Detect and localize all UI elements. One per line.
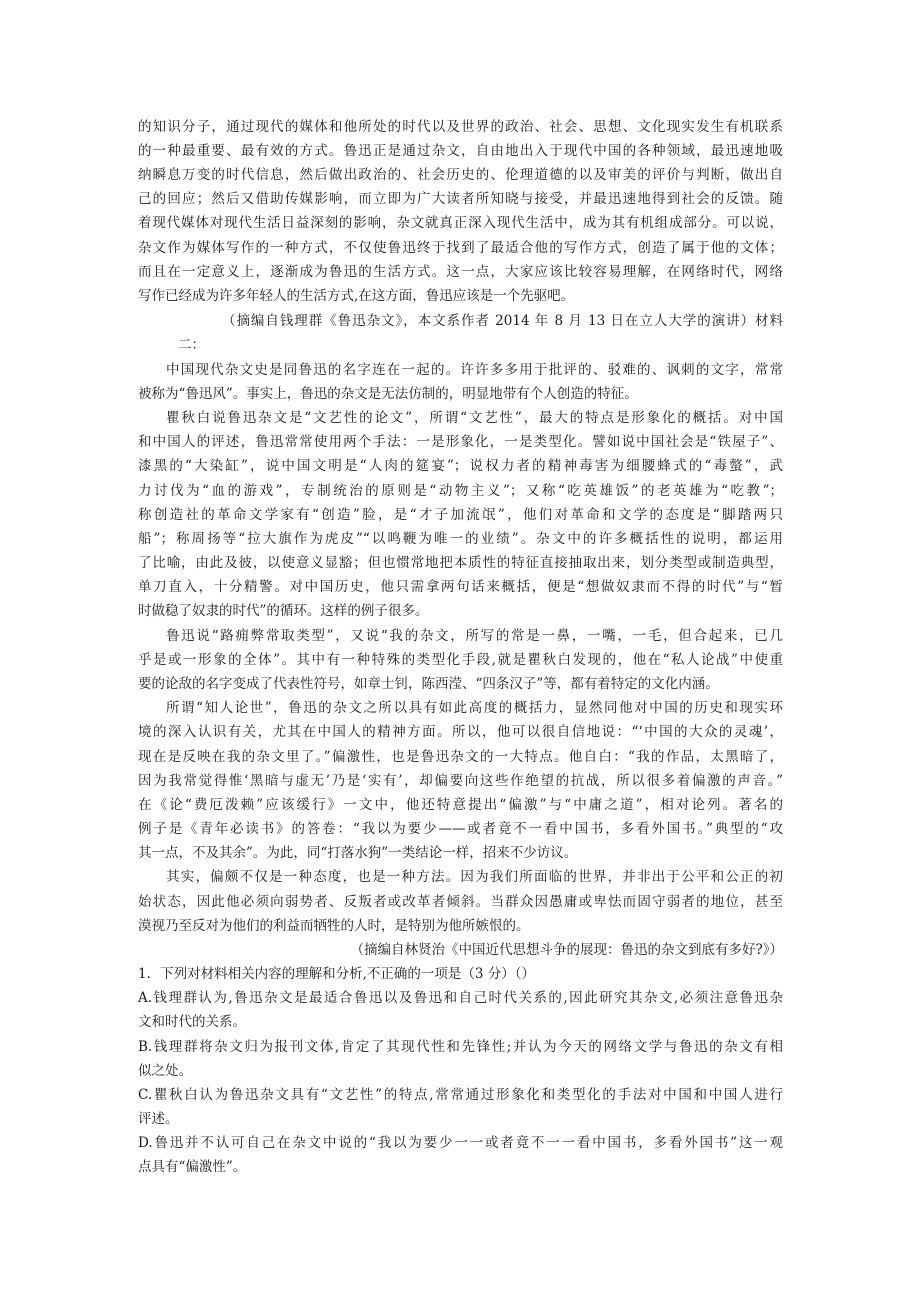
passage-line: 被称为“鲁迅风”。事实上，鲁迅的杂文是无法仿制的，明显地带有个人创造的特征。 <box>138 386 638 402</box>
passage-line: 的知识分子，通过现代的媒体和他所处的时代以及世界的政治、社会、思想、文化现实发生有机联系 <box>138 119 783 135</box>
passage-line: 乎是或一形象的全体”。其中有一种特殊的类型化手段,就是瞿秋白发现的，他在“私人论战”中使重 <box>138 652 783 668</box>
option-a: A.钱理群认为,鲁迅杂文是最适合鲁迅以及鲁迅和自己时代关系的,因此研究其杂文,必须注意鲁迅杂 <box>138 990 783 1006</box>
passage-line: 船”；称周扬等“拉大旗作为虎皮”“以鸣鞭为唯一的业绩”。杂文中的许多概括性的说明，都运用 <box>138 531 783 547</box>
passage-line: 写作已经成为许多年轻人的生活方式,在这方面，鲁迅应该是一个先驱吧。 <box>138 288 575 304</box>
passage-line: 称创造社的革命文学家有“创造”脸，是“才子加流氓”，他们对革命和文学的态度是“脚踏两只 <box>138 507 783 523</box>
option-a-continued: 文和时代的关系。 <box>138 1014 246 1030</box>
option-d: D.鲁迅并不认可自己在杂文中说的“我以为要少一一或者竟不一一看中国书，多看外国书”这一观 <box>138 1135 783 1151</box>
passage-line: 己的回应；然后又借助传媒影响，而立即为广大读者所知晓与接受，并最迅速地得到社会的反馈。随 <box>138 191 783 207</box>
option-c: C.瞿秋白认为鲁迅杂文具有“文艺性”的特点,常常通过形象化和类型化的手法对中国和中国人进行 <box>138 1087 783 1103</box>
option-d-continued: 点具有“偏激性”。 <box>138 1159 247 1175</box>
passage-line: 单刀直入，十分精警。对中国历史，他只需拿两句话来概括，便是“想做奴隶而不得的时代”与“暂 <box>138 579 783 595</box>
passage-line: 着现代媒体对现代生活日益深刻的影响，杂文就真正深入现代生活中，成为其有机组成部分。可以说， <box>138 215 783 231</box>
passage-line: 其一点，不及其余”。为此，同“打落水狗”一类结论一样，招来不少访议。 <box>138 845 578 861</box>
question-stem: 1．下列对材料相关内容的理解和分析,不正确的一项是（3 分）（） <box>138 966 536 982</box>
option-b-continued: 似之处。 <box>138 1063 192 1079</box>
passage-line: 因为我常觉得惟‘黑暗与虚无’乃是‘实有’，却偏要向这些作绝望的抗战，所以很多着偏激的声音。” <box>138 773 783 789</box>
passage-line: 的一种最重要、最有效的方式。鲁迅正是通过杂文，自由地出入于现代中国的各种领域，最迅速地吸 <box>138 143 783 159</box>
passage-line: 瞿秋白说鲁迅杂文是“文艺性的论文”，所谓“文艺性”，最大的特点是形象化的概括。对中国 <box>166 410 783 426</box>
option-c-continued: 评述。 <box>138 1111 179 1127</box>
passage-line: 境的深入认识有关，尤其在中国人的精神方面。所以，他可以很自信地说：“‘中国的大众的灵魂’， <box>138 724 783 740</box>
passage-line: 现在是反映在我的杂文里了。”偏激性，也是鲁迅杂文的一大特点。他自白：“我的作品，太黑暗了， <box>138 749 783 765</box>
passage-line: 漆黑的“大染缸”，说中国文明是“人肉的筵宴”；说权力者的精神毒害为细腰蜂式的“毒螫”，武 <box>138 458 783 474</box>
option-b: B.钱理群将杂文归为报刊文体,肯定了其现代性和先锋性;并认为今天的网络文学与鲁迅的杂文有相 <box>138 1039 783 1055</box>
passage-line: 始状态，因此他必须向弱势者、反叛者或改革者倾斜。当群众因愚庸或卑怯而固守弱者的地位，甚至 <box>138 894 783 910</box>
passage-line: 漠视乃至反对为他们的利益而牺牲的人时，是特别为他所嫉恨的。 <box>138 918 530 934</box>
source-citation-1: （摘编自钱理群《鲁迅杂文》，本文系作者 2014 年 8 月 13 日在立人大学的演讲）材料 <box>222 313 783 329</box>
material-two-label: 二： <box>178 337 205 353</box>
passage-line: 杂文作为媒体写作的一种方式，不仅使鲁迅终于找到了最适合他的写作方式，创造了属于他的文体； <box>138 240 783 256</box>
passage-line: 所谓“知人论世”，鲁迅的杂文之所以具有如此高度的概括力，显然同他对中国的历史和现实环 <box>166 700 783 716</box>
passage-line: 力讨伐为“血的游戏”，专制统治的原则是“动物主义”；又称“吃英雄饭”的老英雄为“吃教”； <box>138 483 783 499</box>
passage-line: 中国现代杂文史是同鲁迅的名字连在一起的。许许多多用于批评的、驳难的、讽刺的文字，常常 <box>166 362 783 378</box>
passage-line: 其实，偏颇不仅是一种态度，也是一种方法。因为我们所面临的世界，并非出于公平和公正的初 <box>166 869 783 885</box>
passage-line: 在《论“费厄泼赖”应该缓行》一文中，他还特意提出“偏激”与“中庸之道”，相对论列。著名的 <box>138 797 783 813</box>
passage-line: 而且在一定意义上，逐渐成为鲁迅的生活方式。这一点，大家应该比较容易理解，在网络时代，网络 <box>138 264 783 280</box>
passage-line: 鲁迅说“路痈弊常取类型”，又说“我的杂文，所写的常是一鼻，一嘴，一毛，但合起来，已几 <box>166 628 783 644</box>
passage-line: 纳瞬息万变的时代信息，然后做出政治的、社会历史的、伦理道德的以及审美的评价与判断，做出自 <box>138 167 783 183</box>
passage-line: 例子是《青年必读书》的答卷：“我以为要少——或者竟不一看中国书，多看外国书。”典型的“攻 <box>138 821 783 837</box>
passage-line: 和中国人的评述，鲁迅常常使用两个手法：一是形象化，一是类型化。譬如说中国社会是“铁屋子”、 <box>138 434 783 450</box>
passage-line: 时做稳了奴隶的时代”的循环。这样的例子很多。 <box>138 603 429 619</box>
source-citation-2: （摘编自林贤治《中国近代思想斗争的展现：鲁迅的杂文到底有多好?》） <box>350 942 783 958</box>
passage-line: 了比喻，由此及彼，以使意义显豁；但也惯常地把本质性的特征直接抽取出来，划分类型或制造典型， <box>138 555 783 571</box>
passage-line: 要的论敌的名字变成了代表性符号，如章士钊，陈西滢、“四条汉子”等，都有着特定的文化内涵。 <box>138 676 719 692</box>
